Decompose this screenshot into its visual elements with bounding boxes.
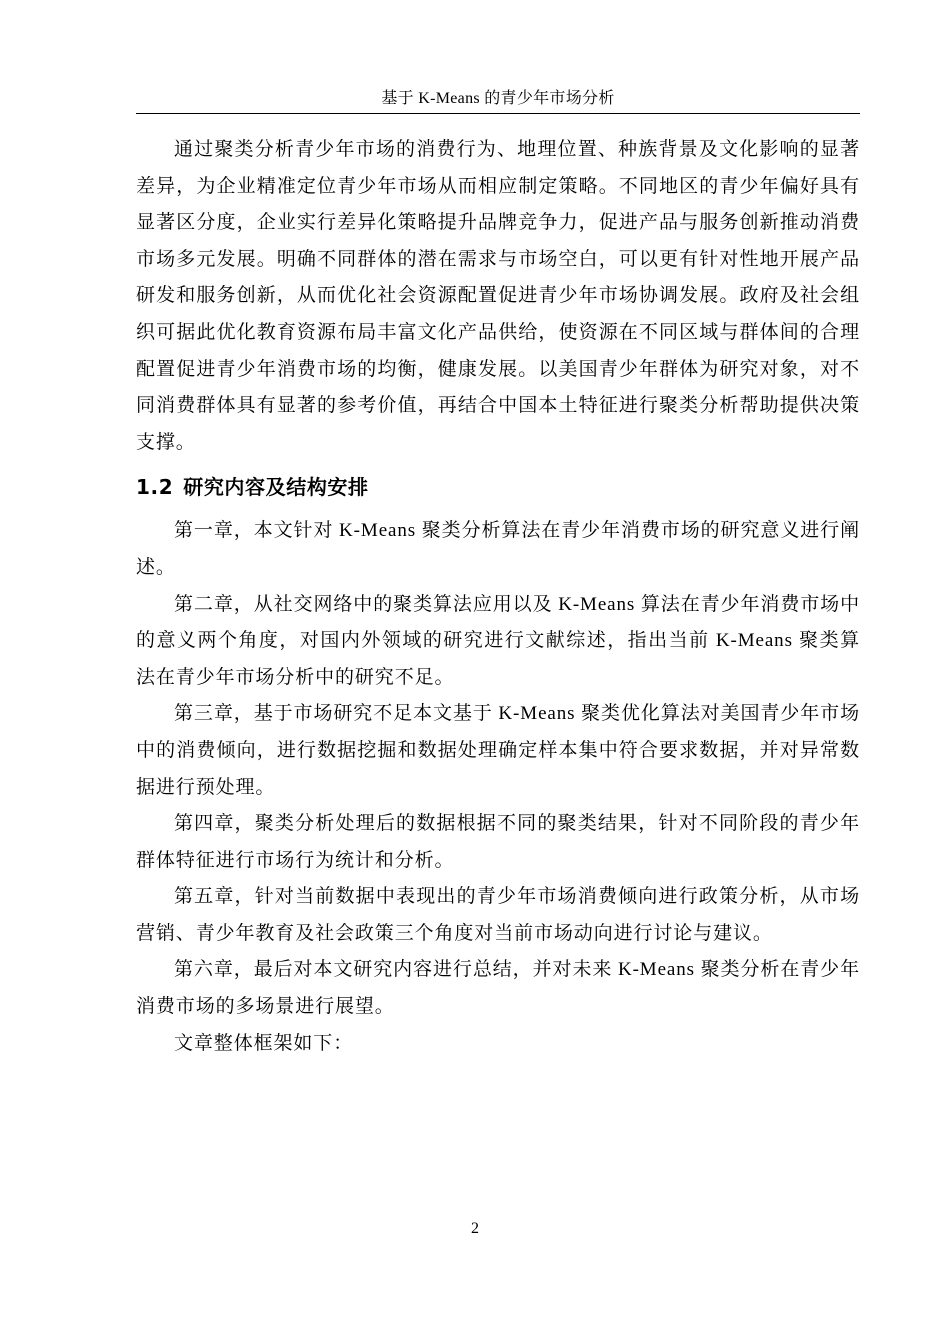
chapter-4-paragraph: 第四章，聚类分析处理后的数据根据不同的聚类结果，针对不同阶段的青少年群体特征进行市场行为统计和分析。 — [136, 813, 860, 871]
header-rule — [136, 113, 860, 114]
chapter-6-paragraph: 第六章，最后对本文研究内容进行总结，并对未来 K-Means 聚类分析在青少年消费市场的多场景进行展望。 — [136, 959, 860, 1018]
chapter-2-paragraph: 第二章，从社交网络中的聚类算法应用以及 K-Means 算法在青少年消费市场中的意义两个角度，对国内外领域的研究进行文献综述，指出当前 K-Means 聚类算法在青少年市场分析中的研究不足。 — [136, 593, 860, 688]
chapter-5-paragraph: 第五章，针对当前数据中表现出的青少年市场消费倾向进行政策分析，从市场营销、青少年教育及社会政策三个角度对当前市场动向进行讨论与建议。 — [136, 886, 860, 944]
page-number: 2 — [471, 1220, 479, 1237]
intro-paragraph: 通过聚类分析青少年市场的消费行为、地理位置、种族背景及文化影响的显著差异，为企业精准定位青少年市场从而相应制定策略。不同地区的青少年偏好具有显著区分度，企业实行差异化策略提升品牌竞争力，促进产品与服务创新推动消费市场多元发展。明确不同群体的潜在需求与市场空白，可以更有针对性地开展产品研发和服务创新，从而优化社会资源配置促进青少年市场协调发展。政府及社会组织可据此优化教育资源布局丰富文化产品供给，使资源在不同区域与群体间的合理配置促进青少年消费市场的均衡，健康发展。以美国青少年群体为研究对象，对不同消费群体具有显著的参考价值，再结合中国本土特征进行聚类分析帮助提供决策支撑。 — [136, 139, 860, 453]
framework-intro: 文章整体框架如下： — [174, 1032, 354, 1054]
section-heading — [136, 469, 860, 505]
section-number: 1.2 — [136, 475, 174, 500]
chapter-1-paragraph: 第一章，本文针对 K-Means 聚类分析算法在青少年消费市场的研究意义进行阐述。 — [136, 520, 860, 578]
chapter-3-paragraph: 第三章，基于市场研究不足本文基于 K-Means 聚类优化算法对美国青少年市场中的消费倾向，进行数据挖掘和数据处理确定样本集中符合要求数据，并对异常数据进行预处理。 — [136, 703, 860, 798]
page-content — [136, 132, 860, 1062]
section-title: 研究内容及结构安排 — [183, 475, 369, 500]
running-header: 基于 K-Means 的青少年市场分析 — [381, 90, 615, 107]
